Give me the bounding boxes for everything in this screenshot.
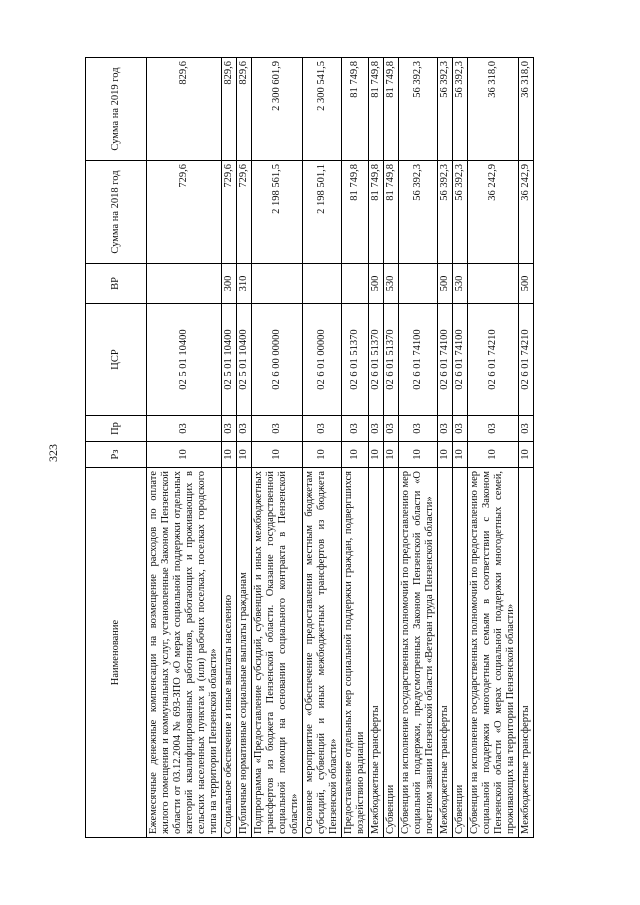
cell-pr: 03	[147, 416, 222, 442]
cell-name: Субвенции	[384, 468, 399, 838]
cell-rz: 10	[384, 442, 399, 468]
cell-csr: 02 5 01 10400	[222, 304, 237, 416]
cell-rz: 10	[453, 442, 468, 468]
table-row	[147, 58, 222, 838]
table-row	[519, 58, 534, 838]
cell-sum-2018: 81 749,8	[384, 161, 399, 264]
table-row	[237, 58, 252, 838]
cell-name: Социальное обеспечение и иные выплаты населению	[222, 468, 237, 838]
cell-vr	[342, 264, 369, 304]
cell-pr: 03	[453, 416, 468, 442]
cell-vr	[252, 264, 303, 304]
cell-sum-2018: 2 198 501,1	[303, 161, 342, 264]
cell-vr: 530	[384, 264, 399, 304]
cell-vr: 500	[519, 264, 534, 304]
cell-pr: 03	[222, 416, 237, 442]
cell-name: Публичные нормативные социальные выплаты гражданам	[237, 468, 252, 838]
table-row	[342, 58, 369, 838]
table-row	[303, 58, 342, 838]
cell-name: Субвенции на исполнение государственных полномочий по предоставлению мер социальной поддержки многодетным семьям в соответствии с Законом Пензенской области «О мерах социальной поддержки многодетных семей, проживающих на территории Пензенской области»	[468, 468, 519, 838]
table-row	[369, 58, 384, 838]
cell-name: Основное мероприятие «Обеспечение предоставления местным бюджетам субсидий, субвенций и иных межбюджетных трансфертов из бюджета Пензенской области»	[303, 468, 342, 838]
cell-sum-2019: 81 749,8	[384, 58, 399, 161]
header-name: Наименование	[86, 468, 147, 838]
cell-rz: 10	[438, 442, 453, 468]
cell-sum-2019: 36 318,0	[519, 58, 534, 161]
rotated-page-content	[85, 58, 625, 838]
header-vr: ВР	[86, 264, 147, 304]
cell-sum-2018: 56 392,3	[438, 161, 453, 264]
cell-csr: 02 6 01 51370	[384, 304, 399, 416]
cell-pr: 03	[399, 416, 438, 442]
cell-sum-2019: 81 749,8	[369, 58, 384, 161]
cell-csr: 02 6 01 51370	[342, 304, 369, 416]
cell-name: Подпрограмма «Предоставление субсидий, субвенций и иных межбюджетных трансфертов из бюджета Пензенской области. Оказание государственной социальной помощи на основании социального контракта в Пензенской области»	[252, 468, 303, 838]
cell-sum-2019: 56 392,3	[399, 58, 438, 161]
cell-pr: 03	[303, 416, 342, 442]
cell-pr: 03	[369, 416, 384, 442]
cell-vr: 500	[369, 264, 384, 304]
cell-csr: 02 6 01 74210	[468, 304, 519, 416]
budget-table	[85, 57, 534, 838]
cell-sum-2018: 56 392,3	[453, 161, 468, 264]
cell-sum-2019: 829,6	[237, 58, 252, 161]
cell-name: Межбюджетные трансферты	[519, 468, 534, 838]
cell-sum-2018: 36 242,9	[468, 161, 519, 264]
cell-csr: 02 6 00 00000	[252, 304, 303, 416]
table-row	[399, 58, 438, 838]
cell-sum-2018: 81 749,8	[369, 161, 384, 264]
table-row	[222, 58, 237, 838]
cell-sum-2019: 36 318,0	[468, 58, 519, 161]
cell-csr: 02 6 01 51370	[369, 304, 384, 416]
cell-pr: 03	[384, 416, 399, 442]
cell-vr	[399, 264, 438, 304]
table-row	[438, 58, 453, 838]
cell-vr	[147, 264, 222, 304]
cell-vr	[303, 264, 342, 304]
cell-sum-2018: 56 392,3	[399, 161, 438, 264]
cell-rz: 10	[399, 442, 438, 468]
cell-csr: 02 6 01 00000	[303, 304, 342, 416]
header-csr: ЦСР	[86, 304, 147, 416]
cell-sum-2018: 2 198 561,5	[252, 161, 303, 264]
cell-pr: 03	[468, 416, 519, 442]
cell-sum-2019: 829,6	[147, 58, 222, 161]
table-row	[468, 58, 519, 838]
cell-sum-2019: 2 300 541,5	[303, 58, 342, 161]
cell-vr: 530	[453, 264, 468, 304]
table-row	[384, 58, 399, 838]
cell-name: Ежемесячные денежные компенсации на возмещение расходов по оплате жилого помещения и коммунальных услуг, установленные Законом Пензенской области от 03.12.2004 № 693-ЗПО «О мерах социальной поддержки отдельных категорий квалифицированных работников, работающих и проживающих в сельских населенных пунктах и (или) рабочих поселках, поселках городского типа на территории Пензенской области»	[147, 468, 222, 838]
cell-pr: 03	[237, 416, 252, 442]
cell-sum-2019: 56 392,3	[453, 58, 468, 161]
header-sum-2019: Сумма на 2019 год	[86, 58, 147, 161]
cell-csr: 02 6 01 74210	[519, 304, 534, 416]
header-pr: Пр	[86, 416, 147, 442]
page-number: 323	[46, 444, 60, 462]
cell-rz: 10	[468, 442, 519, 468]
table-row	[252, 58, 303, 838]
cell-rz: 10	[519, 442, 534, 468]
cell-rz: 10	[342, 442, 369, 468]
cell-name: Субвенции на исполнение государственных полномочий по предоставлению мер социальной поддержки, предусмотренных Законом Пензенской области «О почетном звании Пензенской области «Ветеран труда Пензенской области»	[399, 468, 438, 838]
cell-sum-2019: 829,6	[222, 58, 237, 161]
cell-rz: 10	[303, 442, 342, 468]
cell-sum-2018: 729,6	[147, 161, 222, 264]
cell-sum-2018: 36 242,9	[519, 161, 534, 264]
cell-name: Межбюджетные трансферты	[438, 468, 453, 838]
cell-csr: 02 6 01 74100	[399, 304, 438, 416]
cell-csr: 02 6 01 74100	[438, 304, 453, 416]
cell-vr	[468, 264, 519, 304]
cell-rz: 10	[252, 442, 303, 468]
cell-sum-2018: 729,6	[237, 161, 252, 264]
cell-pr: 03	[252, 416, 303, 442]
cell-name: Межбюджетные трансферты	[369, 468, 384, 838]
cell-rz: 10	[147, 442, 222, 468]
cell-rz: 10	[369, 442, 384, 468]
cell-rz: 10	[237, 442, 252, 468]
cell-sum-2019: 81 749,8	[342, 58, 369, 161]
cell-rz: 10	[222, 442, 237, 468]
cell-vr: 310	[237, 264, 252, 304]
cell-sum-2019: 56 392,3	[438, 58, 453, 161]
cell-sum-2019: 2 300 601,9	[252, 58, 303, 161]
cell-csr: 02 5 01 10400	[237, 304, 252, 416]
cell-pr: 03	[519, 416, 534, 442]
cell-vr: 500	[438, 264, 453, 304]
cell-csr: 02 6 01 74100	[453, 304, 468, 416]
cell-name: Предоставление отдельных мер социальной поддержки граждан, подвергшихся воздействию радиации	[342, 468, 369, 838]
table-header-row	[86, 58, 147, 838]
table-row	[453, 58, 468, 838]
cell-name: Субвенции	[453, 468, 468, 838]
header-sum-2018: Сумма на 2018 год	[86, 161, 147, 264]
cell-pr: 03	[438, 416, 453, 442]
cell-vr: 300	[222, 264, 237, 304]
cell-sum-2018: 729,6	[222, 161, 237, 264]
cell-sum-2018: 81 749,8	[342, 161, 369, 264]
header-rz: Рз	[86, 442, 147, 468]
cell-pr: 03	[342, 416, 369, 442]
cell-csr: 02 5 01 10400	[147, 304, 222, 416]
